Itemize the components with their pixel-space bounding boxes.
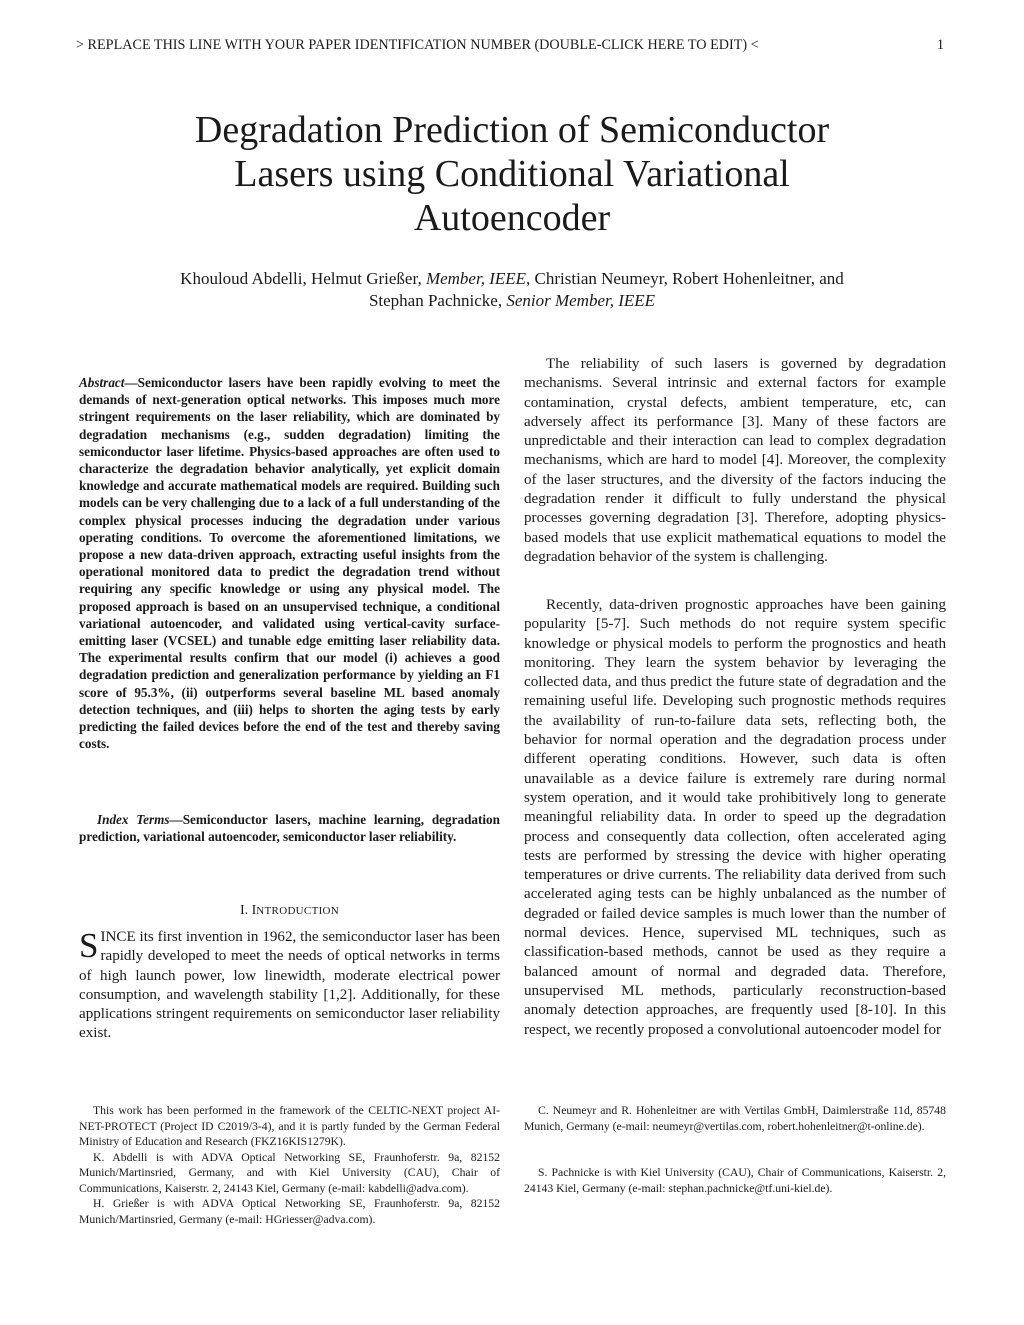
authors-member: Member, IEEE <box>425 269 527 288</box>
index-terms-label: Index Terms <box>97 812 170 827</box>
abstract <box>79 374 500 752</box>
section-numeral: I. <box>239 903 252 918</box>
title-line-2: Lasers using Conditional Variational <box>234 153 790 195</box>
authors-part-3: Stephan Pachnicke, <box>368 291 507 310</box>
footnote-pachnicke-text: S. Pachnicke is with Kiel University (CAU), Chair of Communications, Kaiserstr. 2, 24143 Kiel, Germany (e-mail: stephan.pachnicke@tf.uni-kiel.de). <box>524 1166 946 1195</box>
right-paragraph-1 <box>524 355 946 567</box>
running-header <box>76 37 944 54</box>
right-paragraph-1-text: The reliability of such lasers is governed by degradation mechanisms. Several intrinsic and external factors for example contamination, crystal defects, ambient temperature, etc, can adversely affect its performance [3]. Many of these factors are unpredictable and their interaction can lead to complex degradation mechanisms, which are hard to model [4]. Moreover, the complexity of the laser structures, and the diversity of the factors inducing the degradation render it difficult to fully understand the physical processes governing degradation [3]. Therefore, adopting physics-based models that use explicit mathematical equations to model the degradation behavior of the system is challenging. <box>524 356 946 565</box>
author-list <box>112 268 912 312</box>
right-paragraph-2-text: Recently, data-driven prognostic approaches have been gaining popularity [5-7]. Such methods do not require system specific knowledge or physical models to perform the prognostics and heath monitoring. They learn the system behavior by leveraging the collected data, and thus predict the future state of degradation and the remaining useful life. Developing such prognostic methods requires the availability of run-to-failure data sets, reflecting both, the behavior for normal operation and the degradation process under different operating conditions. However, such data is often unavailable as a device failure is extremely rare during normal system operation, and it would take prohibitively long to generate meaningful reliability data. In order to speed up the degradation process and consequently data collection, often accelerated aging tests are performed by stressing the device with higher operating temperatures or drive currents. The reliability data derived from such accelerated aging tests can be highly unbalanced as the number of degraded or failed device samples is much lower than the number of normal devices. Hence, supervised ML techniques, such as classification-based methods, cannot be used as they require a balanced amount of normal and degraded data. Therefore, unsupervised ML methods, particularly reconstruction-based anomaly detection approaches, are frequently used [8-10]. In this respect, we recently proposed a convolutional autoencoder model for <box>524 597 946 1038</box>
header-text: > REPLACE THIS LINE WITH YOUR PAPER IDENTIFICATION NUMBER (DOUBLE-CLICK HERE TO EDIT) < <box>76 37 759 53</box>
title-line-1: Degradation Prediction of Semiconductor <box>194 109 830 151</box>
drop-cap: S <box>79 926 99 965</box>
abstract-label: Abstract <box>79 375 125 390</box>
footnotes-left <box>79 1103 500 1227</box>
footnote-neumeyr-text: C. Neumeyr and R. Hohenleitner are with Vertilas GmbH, Daimlerstraße 11d, 85748 Munich, Germany (e-mail: neumeyr@vertilas.com, robert.hohenleitner@t-online.de). <box>524 1104 946 1133</box>
title-line-3: Autoencoder <box>413 197 611 239</box>
footnote-abdelli: K. Abdelli is with ADVA Optical Networking SE, Fraunhoferstr. 9a, 82152 Munich/Martinsried, Germany, and with Kiel University (CAU), Chair of Communications, Kaiserstr. 2, 24143 Kiel, Germany (e-mail: kabdelli@adva.com). <box>79 1150 500 1195</box>
introduction-paragraph <box>79 928 500 1044</box>
section-heading-introduction <box>79 903 500 919</box>
section-initial: I <box>251 903 257 918</box>
section-rest: NTRODUCTION <box>256 905 340 917</box>
paper-title <box>112 108 912 240</box>
authors-part-2: , Christian Neumeyr, Robert Hohenleitner, and <box>526 269 844 288</box>
index-terms <box>79 811 500 845</box>
authors-senior: Senior Member, IEEE <box>506 291 656 310</box>
authors-part-1: Khouloud Abdelli, Helmut Grießer, <box>180 269 426 288</box>
right-paragraph-2 <box>524 596 946 1040</box>
footnote-funding: This work has been performed in the framework of the CELTIC-NEXT project AI-NET-PROTECT (Project ID C2019/3-4), and it is partly funded by the German Federal Ministry of Education and Research (FKZ16KIS1279K). <box>79 1104 500 1148</box>
intro-text: INCE its first invention in 1962, the semiconductor laser has been rapidly developed to meet the needs of optical networks in terms of high launch power, low linewidth, moderate electrical power consumption, and wavelength stability [1,2]. Additionally, for these applications stringent requirements on semiconductor laser reliability exist. <box>79 929 500 1042</box>
footnote-neumeyr <box>524 1103 946 1134</box>
footnote-pachnicke <box>524 1165 946 1196</box>
index-terms-text: —Semiconductor lasers, machine learning, degradation prediction, variational autoencoder, semiconductor laser reliability. <box>79 812 500 845</box>
footnote-griesser: H. Grießer is with ADVA Optical Networking SE, Fraunhoferstr. 9a, 82152 Munich/Martinsried, Germany (e-mail: HGriesser@adva.com). <box>79 1197 500 1226</box>
page-number: 1 <box>936 37 944 53</box>
abstract-text: —Semiconductor lasers have been rapidly evolving to meet the demands of next-generation optical networks. This imposes much more stringent requirements on the laser reliability, which are dominated by degradation mechanisms (e.g., sudden degradation) limiting the semiconductor laser lifetime. Physics-based approaches are often used to characterize the degradation behavior analytically, yet explicit domain knowledge and accurate mathematical models are required. Building such models can be very challenging due to a lack of a full understanding of the complex physical processes inducing the degradation under various operating conditions. To overcome the aforementioned limitations, we propose a new data-driven approach, extracting useful insights from the operational monitored data to predict the degradation trend without requiring any specific knowledge or using any physical model. The proposed approach is based on an unsupervised technique, a conditional variational autoencoder, and validated using vertical-cavity surface-emitting laser (VCSEL) and tunable edge emitting laser reliability data. The experimental results confirm that our model (i) achieves a good degradation prediction and generalization performance by yielding an F1 score of 95.3%, (ii) outperforms several baseline ML based anomaly detection techniques, and (iii) helps to shorten the aging tests by early predicting the failed devices before the end of the test and thereby saving costs. <box>79 375 500 752</box>
